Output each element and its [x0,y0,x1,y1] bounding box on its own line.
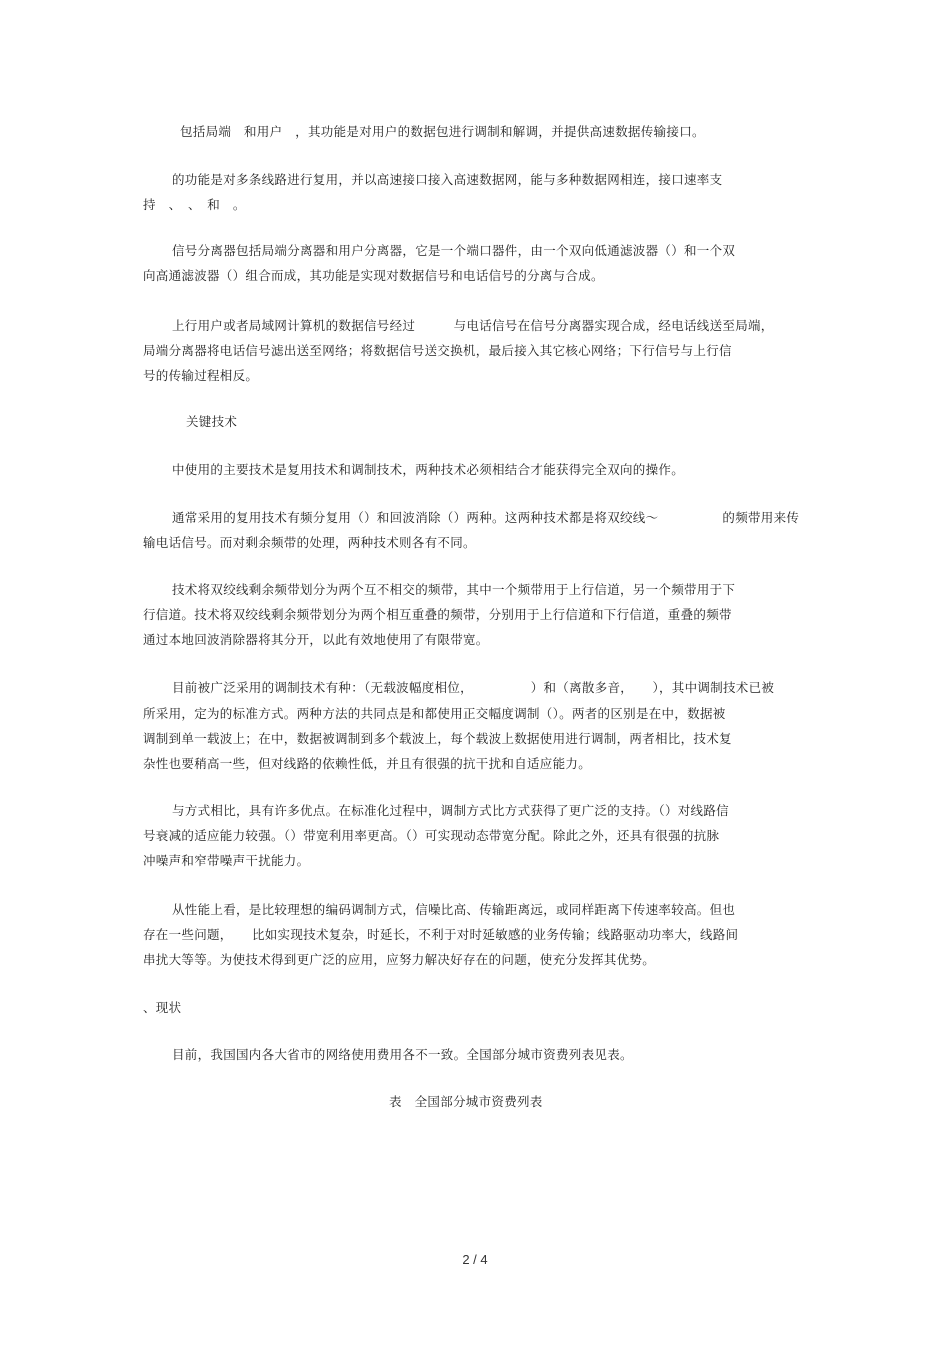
paragraph-3-line-2: 向高通滤波器（）组合而成，其功能是实现对数据信号和电话信号的分离与合成。 [143,268,604,283]
paragraph-6-line-2: 输电话信号。而对剩余频带的处理，两种技术则各有不同。 [143,535,476,550]
heading-key-technology: 关键技术 [186,414,238,429]
paragraph-11-line-1: 目前，我国国内各大省市的网络使用费用各不一致。全国部分城市资费列表见表。 [172,1047,633,1062]
paragraph-10-line-3: 串扰大等等。为使技术得到更广泛的应用，应努力解决好存在的问题，使充分发挥其优势。 [143,952,656,967]
paragraph-9-line-2: 号衰减的适应能力较强。（）带宽利用率更高。（）可实现动态带宽分配。除此之外，还具有很强的抗脉 [143,828,720,843]
paragraph-8-line-1: 目前被广泛采用的调制技术有种：（无载波幅度相位， ）和（离散多音， ），其中调制技术已被 [172,680,775,695]
paragraph-4-line-3: 号的传输过程相反。 [143,368,259,383]
paragraph-7-line-3: 通过本地回波消除器将其分开，以此有效地使用了有限带宽。 [143,632,489,647]
paragraph-7-line-1: 技术将双绞线剩余频带划分为两个互不相交的频带，其中一个频带用于上行信道，另一个频带用于下 [172,582,736,597]
paragraph-8-line-4: 杂性也要稍高一些，但对线路的依赖性低，并且有很强的抗干扰和自适应能力。 [143,756,592,771]
paragraph-10-line-2: 存在一些问题， 比如实现技术复杂，时延长，不利于对时延敏感的业务传输；线路驱动功率大，线路间 [143,927,739,942]
paragraph-9-line-1: 与方式相比，具有许多优点。在标准化过程中，调制方式比方式获得了更广泛的支持。（）对线路信 [172,803,729,818]
paragraph-4-line-2: 局端分离器将电话信号滤出送至网络；将数据信号送交换机，最后接入其它核心网络；下行信号与上行信 [143,343,732,358]
paragraph-7-line-2: 行信道。技术将双绞线剩余频带划分为两个相互重叠的频带，分别用于上行信道和下行信道，重叠的频带 [143,607,732,622]
paragraph-2-line-2: 持 、 、 和 。 [143,197,246,212]
paragraph-5-line-1: 中使用的主要技术是复用技术和调制技术，两种技术必须相结合才能获得完全双向的操作。 [172,462,685,477]
heading-status: 、现状 [143,1000,182,1015]
table-caption: 表 全国部分城市资费列表 [389,1094,543,1109]
paragraph-8-line-3: 调制到单一载波上；在中，数据被调制到多个载波上，每个载波上数据使用进行调制，两者相比，技术复 [143,731,732,746]
paragraph-2-line-1: 的功能是对多条线路进行复用，并以高速接口接入高速数据网，能与多种数据网相连，接口速率支 [172,172,723,187]
paragraph-9-line-3: 冲噪声和窄带噪声干扰能力。 [143,853,310,868]
paragraph-1-line-1: 包括局端 和用户 ，其功能是对用户的数据包进行调制和解调，并提供高速数据传输接口。 [180,124,705,139]
paragraph-8-line-2: 所采用，定为的标准方式。两种方法的共同点是和都使用正交幅度调制（）。两者的区别是在中，数据被 [143,706,726,721]
page-number: 2 / 4 [462,1252,488,1267]
paragraph-4-line-1: 上行用户或者局域网计算机的数据信号经过 与电话信号在信号分离器实现合成，经电话线送至局端， [172,318,774,333]
paragraph-3-line-1: 信号分离器包括局端分离器和用户分离器，它是一个端口器件，由一个双向低通滤波器（）和一个双 [172,243,736,258]
paragraph-10-line-1: 从性能上看，是比较理想的编码调制方式，信噪比高、传输距离远，或同样距离下传速率较高。但也 [172,902,736,917]
paragraph-6-line-1: 通常采用的复用技术有频分复用（）和回波消除（）两种。这两种技术都是将双绞线～ 的频带用来传 [172,510,800,525]
